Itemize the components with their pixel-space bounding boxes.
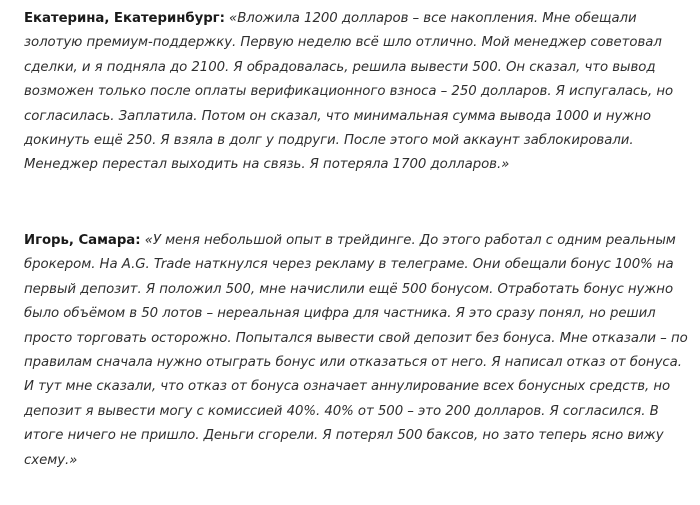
review-text: «Вложила 1200 долларов – все накопления. Мне обещали золотую премиум-поддержку. Первую неделю всё шло отлично. Мой менеджер советовал сделки, и я подняла до 2100. Я обрадовалась, решила вывести 500. Он сказал, что вывод возможен только после оплаты верификационного взноса – 250 долларов. Я испугалась, но согласилась. Заплатила. Потом он сказал, что минимальная сумма вывода 1000 и нужно докинуть ещё 250. Я взяла в долг у подруги. После этого мой аккаунт заблокировали. Менеджер перестал выходить на связь. Я потеряла 1700 долларов.» [24, 11, 674, 173]
review-igor [24, 229, 689, 473]
review-author: Екатерина, Екатеринбург: [24, 11, 225, 26]
review-text: «У меня небольшой опыт в трейдинге. До этого работал с одним реальным брокером. На A.G. Trade наткнулся через рекламу в телеграме. Они обещали бонус 100% на первый депозит. Я положил 500, мне начислили ещё 500 бонусом. Отработать бонус нужно было объёмом в 50 лотов – нереальная цифра для частника. Я это сразу понял, но решил просто торговать осторожно. Попытался вывести свой депозит без бонуса. Мне отказали – по правилам сначала нужно отыграть бонус или отказаться от него. Я написал отказ от бонуса. И тут мне сказали, что отказ от бонуса означает аннулирование всех бонусных средств, но депозит я вывести могу с комиссией 40%. 40% от 500 – это 200 долларов. Я согласился. В итоге ничего не пришло. Деньги сгорели. Я потерял 500 баксов, но зато теперь ясно вижу схему.» [24, 233, 688, 468]
review-ekaterina [24, 7, 689, 178]
review-author: Игорь, Самара: [24, 233, 141, 248]
